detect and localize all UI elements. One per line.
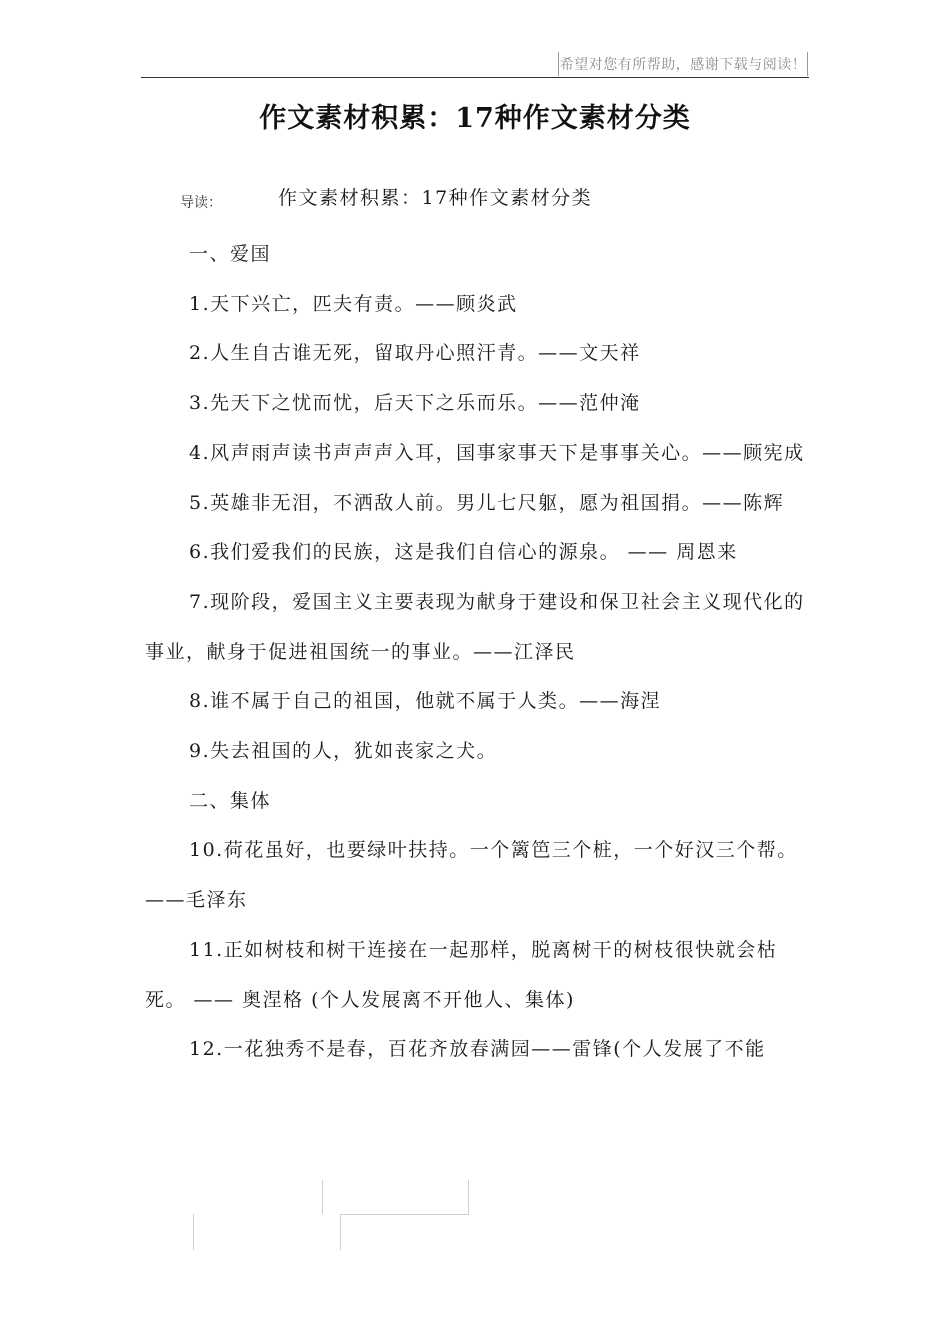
quote-paragraph: 12.一花独秀不是春，百花齐放春满园——雷锋(个人发展了不能 xyxy=(189,1038,766,1061)
quote-paragraph: 3.先天下之忧而忧，后天下之乐而乐。——范仲淹 xyxy=(189,392,641,415)
header-banner xyxy=(558,52,808,76)
decorative-line xyxy=(468,1180,469,1214)
quote-paragraph: 6.我们爱我们的民族，这是我们自信心的源泉。 —— 周恩来 xyxy=(189,541,738,564)
decorative-line xyxy=(322,1180,323,1214)
quote-paragraph: 2.人生自古谁无死，留取丹心照汗青。——文天祥 xyxy=(189,342,641,365)
section-heading: 二、集体 xyxy=(189,789,272,812)
decorative-line xyxy=(193,1214,194,1250)
quote-paragraph: 8.谁不属于自己的祖国，他就不属于人类。——海涅 xyxy=(189,690,662,713)
intro-text: 作文素材积累：17种作文素材分类 xyxy=(278,187,593,209)
document-body xyxy=(145,230,813,1075)
quote-paragraph: 11.正如树枝和树干连接在一起那样，脱离树干的树枝很快就会枯死。 —— 奥涅格 (个人发展离不开他人、集体) xyxy=(145,938,778,1011)
header-slogan: 希望对您有所帮助，感谢下载与阅读！ xyxy=(559,57,807,73)
quote-paragraph: 1.天下兴亡，匹夫有责。——顾炎武 xyxy=(189,292,518,315)
section-heading: 一、爱国 xyxy=(189,243,272,265)
decorative-line xyxy=(340,1214,341,1250)
header-rule xyxy=(141,77,809,78)
document-title: 作文素材积累：17种作文素材分类 xyxy=(259,103,691,134)
quote-paragraph: 7.现阶段，爱国主义主要表现为献身于建设和保卫社会主义现代化的事业，献身于促进祖国统一的事业。——江泽民 xyxy=(145,590,805,663)
quote-paragraph: 4.风声雨声读书声声声入耳，国事家事天下是事事关心。——顾宪成 xyxy=(189,441,805,464)
intro-label: 导读： xyxy=(180,195,222,211)
quote-paragraph: 10.荷花虽好，也要绿叶扶持。一个篱笆三个桩，一个好汉三个帮。——毛泽东 xyxy=(145,839,798,912)
quote-paragraph: 5.英雄非无泪，不洒敌人前。男儿七尺躯，愿为祖国捐。——陈辉 xyxy=(189,491,785,514)
decorative-line xyxy=(340,1214,469,1215)
quote-paragraph: 9.失去祖国的人，犹如丧家之犬。 xyxy=(189,740,498,763)
